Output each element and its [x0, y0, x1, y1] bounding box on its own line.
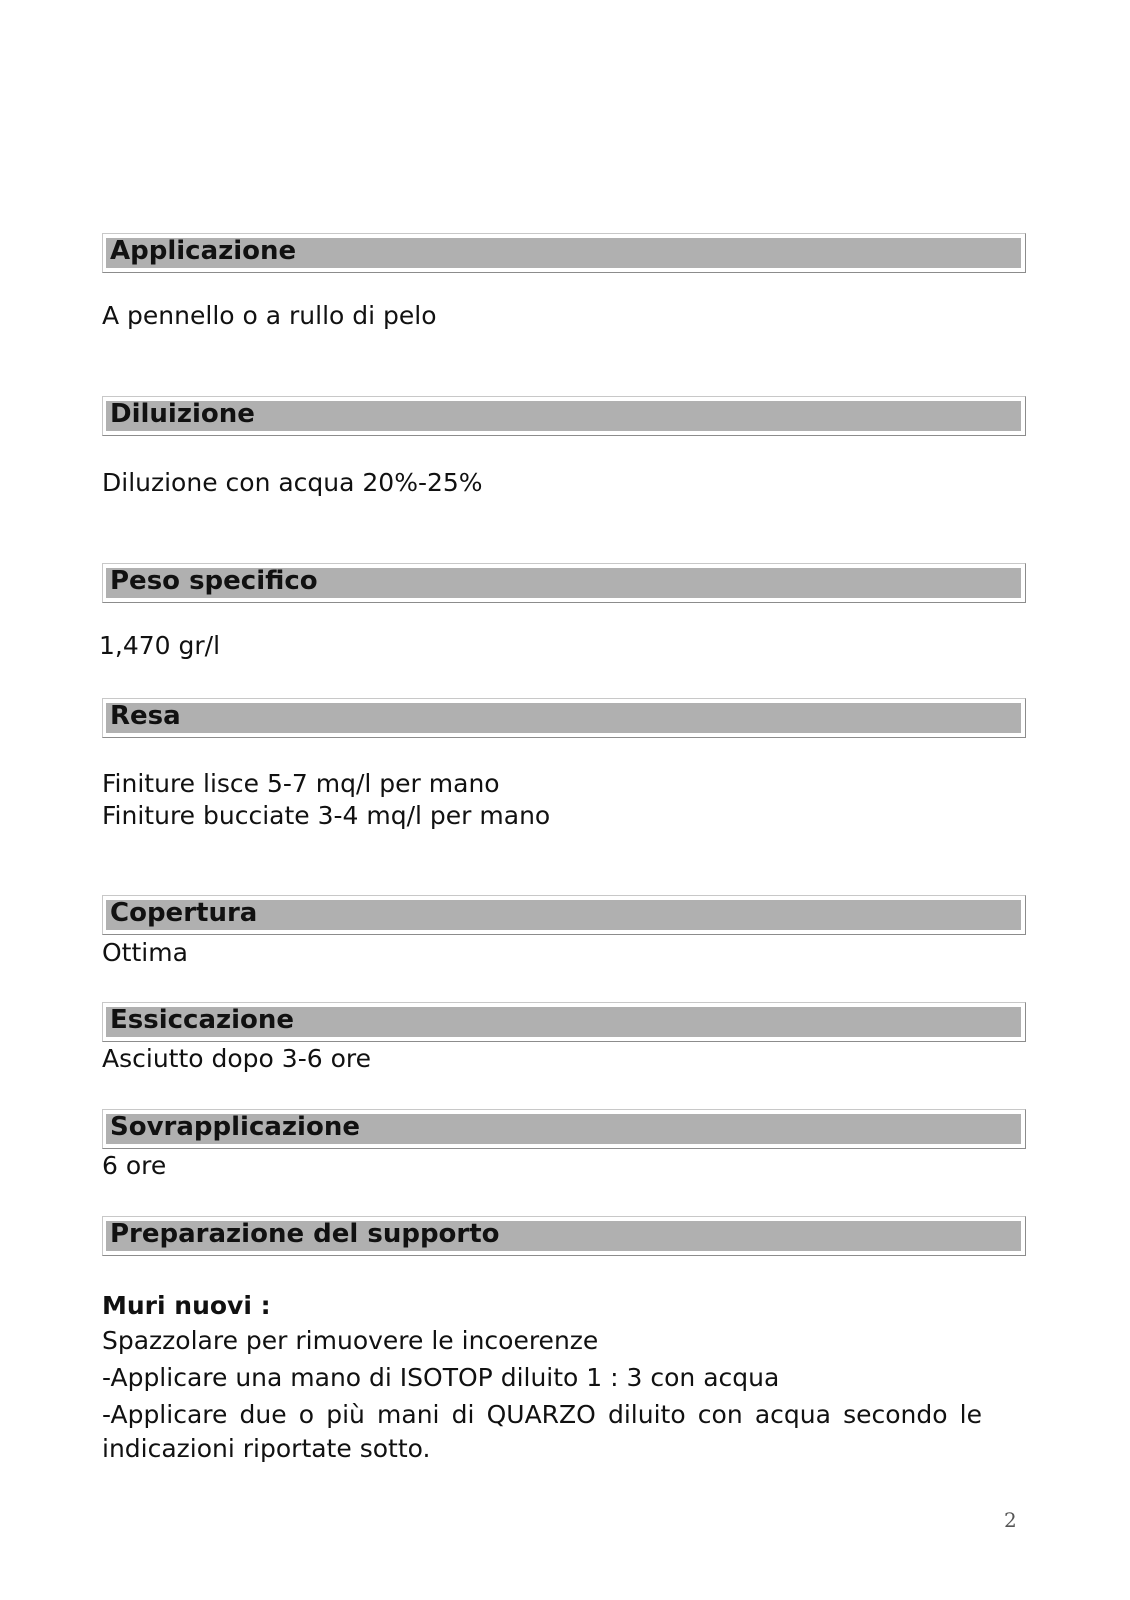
section-title: Peso specifico: [110, 566, 318, 596]
section-header-applicazione: [102, 233, 1026, 273]
subheading-muri-nuovi: Muri nuovi :: [102, 1291, 271, 1320]
sovrapplicazione-text: 6 ore: [102, 1151, 167, 1180]
section-header-peso-specifico: [102, 563, 1026, 603]
section-header-resa: [102, 698, 1026, 738]
page-number: 2: [1004, 1508, 1017, 1532]
section-title: Essiccazione: [110, 1005, 295, 1035]
preparazione-line: Spazzolare per rimuovere le incoerenze: [102, 1326, 599, 1355]
section-header-sovrapplicazione: [102, 1109, 1026, 1149]
diluizione-text: Diluzione con acqua 20%-25%: [102, 468, 483, 497]
section-header-essiccazione: [102, 1002, 1026, 1042]
resa-line: Finiture bucciate 3-4 mq/l per mano: [102, 801, 551, 830]
copertura-text: Ottima: [102, 938, 188, 967]
essiccazione-text: Asciutto dopo 3-6 ore: [102, 1044, 371, 1073]
section-title: Copertura: [110, 898, 258, 928]
section-header-preparazione: [102, 1216, 1026, 1256]
preparazione-paragraph: -Applicare due o più mani di QUARZO diluito con acqua secondo le indicazioni riportate sotto.: [102, 1400, 982, 1463]
section-header-fill: [106, 703, 1021, 733]
section-title: Diluizione: [110, 399, 255, 429]
resa-line: Finiture lisce 5-7 mq/l per mano: [102, 769, 500, 798]
section-header-diluizione: [102, 396, 1026, 436]
section-header-copertura: [102, 895, 1026, 935]
section-title: Applicazione: [110, 236, 297, 266]
section-title: Resa: [110, 701, 181, 731]
preparazione-line: -Applicare una mano di ISOTOP diluito 1 : 3 con acqua: [102, 1363, 780, 1392]
section-title: Sovrapplicazione: [110, 1112, 360, 1142]
peso-specifico-text: 1,470 gr/l: [99, 631, 221, 660]
section-title: Preparazione del supporto: [110, 1219, 500, 1249]
applicazione-text: A pennello o a rullo di pelo: [102, 301, 437, 330]
